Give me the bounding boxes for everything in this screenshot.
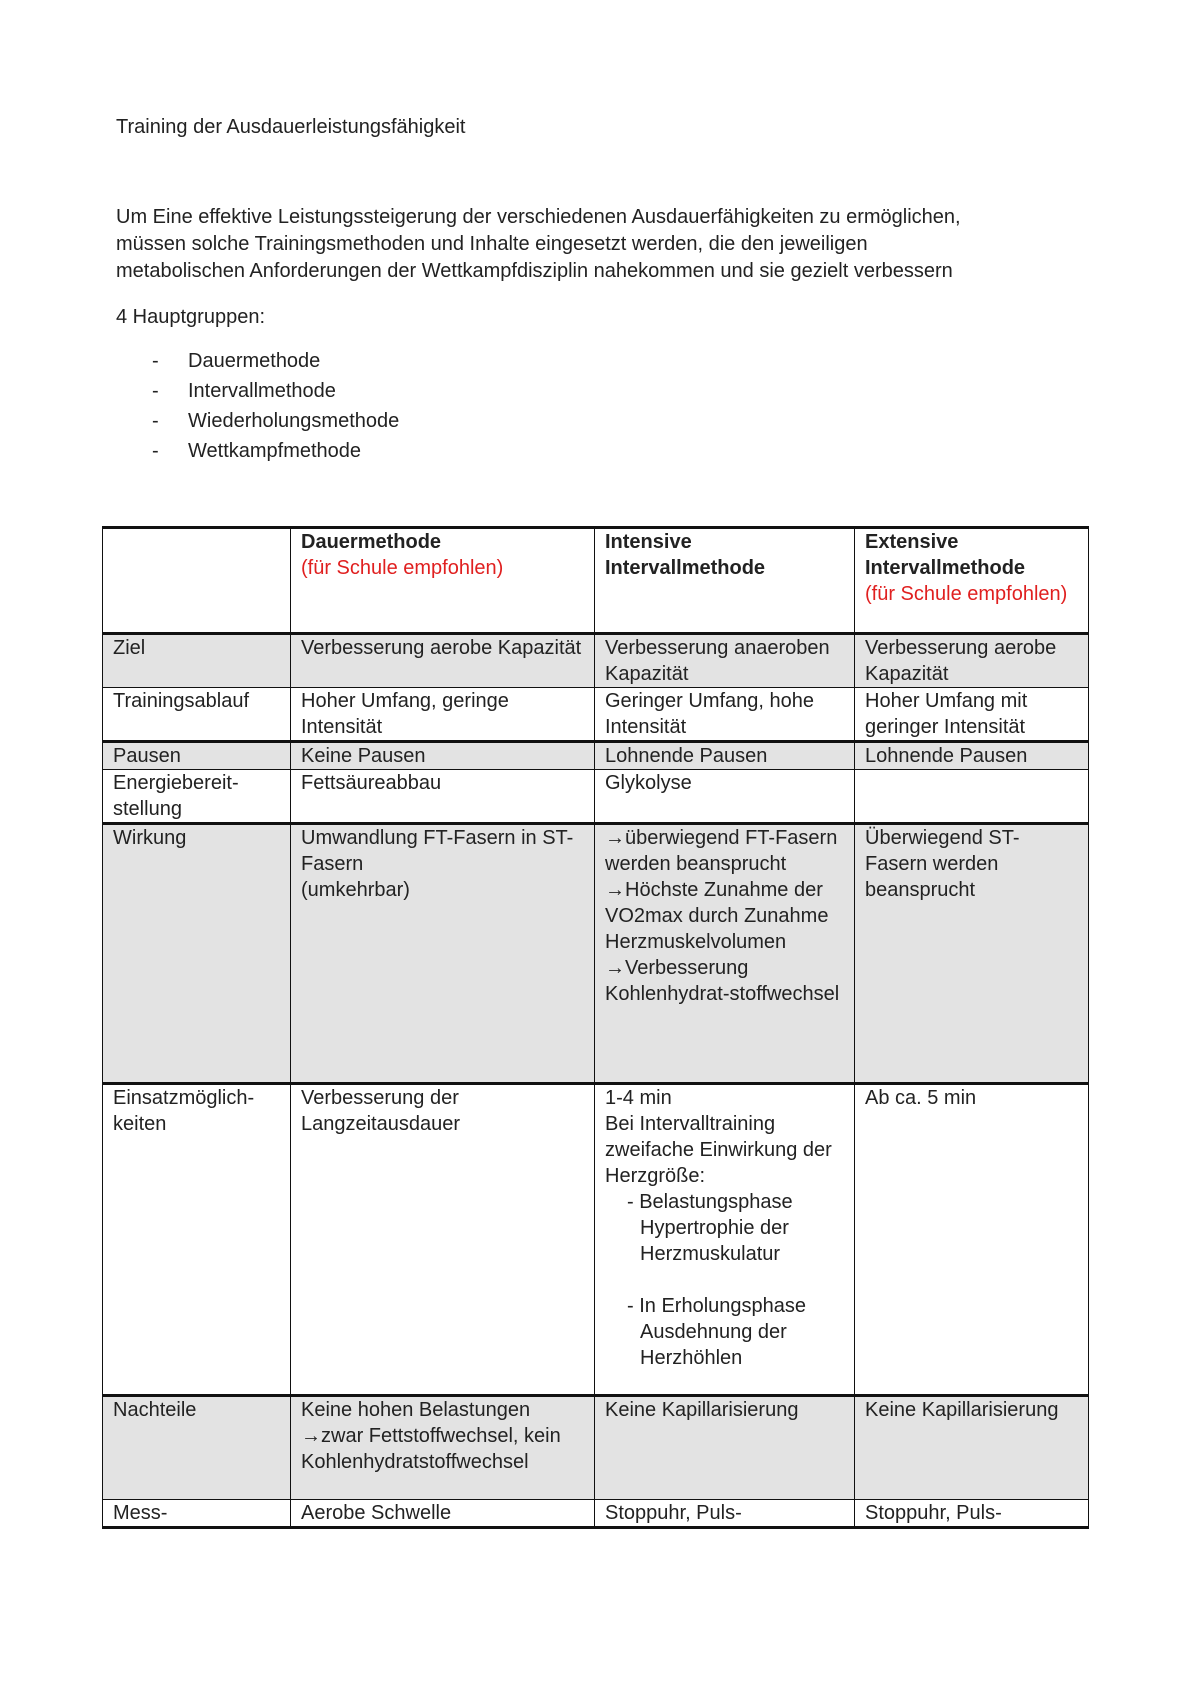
list-dash: - [152,380,159,402]
list-item-label: Wettkampfmethode [188,440,362,462]
table-cell: Verbesserung anaeroben Kapazität [595,634,855,688]
header-intensive-intervallmethode [595,528,855,634]
list-item [152,378,399,408]
table-cell: Geringer Umfang, hohe Intensität [595,688,855,742]
table-cell: Überwiegend ST-Fasern werden beansprucht [855,824,1089,1084]
arrow-right-icon: → [605,957,625,979]
table-cell: Aerobe Schwelle [291,1500,595,1528]
table-cell: Fettsäureabbau [291,770,595,824]
table-cell: Verbesserung aerobe Kapazität [855,634,1089,688]
header-label: Intervallmethode [605,557,766,579]
table-row [103,1500,1089,1528]
cell-text [605,825,844,877]
row-label: Einsatzmöglich-keiten [103,1084,291,1396]
table-header-empty [103,528,291,634]
list-dash: - [152,350,159,372]
row-label: Nachteile [103,1396,291,1500]
table-cell: Lohnende Pausen [855,742,1089,770]
table-cell: Ab ca. 5 min [855,1084,1089,1396]
cell-text: (umkehrbar) [301,879,410,901]
table-row [103,742,1089,770]
table-cell: Verbesserung der Langzeitausdauer [291,1084,595,1396]
cell-text: 1-4 min [605,1087,672,1109]
cell-bullet-text: Hypertrophie der Herzmuskulatur [640,1217,789,1265]
list-dash: - [152,440,159,462]
cell-bullet-text: Ausdehnung der Herzhöhlen [640,1321,787,1369]
header-dauermethode [291,528,595,634]
table-cell [855,770,1089,824]
cell-text [301,1423,584,1475]
method-group-list [152,348,399,468]
table-row [103,688,1089,742]
groups-heading: 4 Hauptgruppen: [116,306,266,328]
table-row [103,1396,1089,1500]
intro-line: metabolischen Anforderungen der Wettkampfdisziplin nahekommen und sie gezielt verbessern [116,260,953,282]
arrow-right-icon: → [605,879,625,901]
table-cell: Hoher Umfang, geringe Intensität [291,688,595,742]
table-cell [595,824,855,1084]
spacer [605,1267,844,1293]
table-row [103,634,1089,688]
table-cell: Keine Kapillarisierung [595,1396,855,1500]
table-cell: Stoppuhr, Puls- [595,1500,855,1528]
header-label: Intensive [605,531,692,553]
table-cell: Glykolyse [595,770,855,824]
table-cell: Lohnende Pausen [595,742,855,770]
header-label: Intervallmethode [865,557,1026,579]
table-row [103,1084,1089,1396]
cell-text-part: Höchste Zunahme der VO2max durch Zunahme Herzmuskelvolumen [605,879,829,953]
intro-line: müssen solche Trainingsmethoden und Inhalte eingesetzt werden, die den jeweiligen [116,233,868,255]
list-item [152,408,399,438]
list-item [152,348,399,378]
table-cell [291,1396,595,1500]
cell-text-part: überwiegend FT-Fasern werden beansprucht [605,827,838,875]
row-label: Trainingsablauf [103,688,291,742]
cell-text-part: Verbesserung Kohlenhydrat-stoffwechsel [605,957,840,1005]
table-header-row [103,528,1089,634]
cell-text [605,877,844,955]
table-cell: Keine Kapillarisierung [855,1396,1089,1500]
page-title: Training der Ausdauerleistungsfähigkeit [116,116,466,138]
table-cell [595,1084,855,1396]
cell-text: Bei Intervalltraining zweifache Einwirkung der Herzgröße: [605,1113,832,1187]
recommended-note: (für Schule empfohlen) [865,583,1068,605]
recommended-note: (für Schule empfohlen) [301,557,504,579]
list-item-label: Dauermethode [188,350,321,372]
intro-line: Um Eine effektive Leistungssteigerung der verschiedenen Ausdauerfähigkeiten zu ermöglichen, [116,206,961,228]
row-label: Mess- [103,1500,291,1528]
table-row [103,824,1089,1084]
table-cell: Stoppuhr, Puls- [855,1500,1089,1528]
header-label: Extensive [865,531,959,553]
list-dash: - [152,410,159,432]
intro-paragraph [116,204,1106,285]
header-label: Dauermethode [301,531,442,553]
row-label: Ziel [103,634,291,688]
cell-text [605,955,844,1007]
cell-text: Keine hohen Belastungen [301,1399,531,1421]
table-row [103,770,1089,824]
table-cell: Hoher Umfang mit geringer Intensität [855,688,1089,742]
row-label: Energiebereit-stellung [103,770,291,824]
list-item [152,438,399,468]
header-extensive-intervallmethode [855,528,1089,634]
cell-text-part: zwar Fettstoffwechsel, kein Kohlenhydratstoffwechsel [301,1425,561,1473]
arrow-right-icon: → [605,827,625,849]
cell-bullet: - In Erholungsphase [627,1295,807,1317]
table-cell [291,824,595,1084]
table-cell: Keine Pausen [291,742,595,770]
arrow-right-icon: → [301,1425,321,1447]
list-item-label: Intervallmethode [188,380,336,402]
cell-bullet: - Belastungsphase [627,1191,793,1213]
list-item-label: Wiederholungsmethode [188,410,400,432]
comparison-table [102,526,1089,1529]
row-label: Pausen [103,742,291,770]
table-cell: Verbesserung aerobe Kapazität [291,634,595,688]
row-label: Wirkung [103,824,291,1084]
cell-text: Umwandlung FT-Fasern in ST-Fasern [301,827,574,875]
